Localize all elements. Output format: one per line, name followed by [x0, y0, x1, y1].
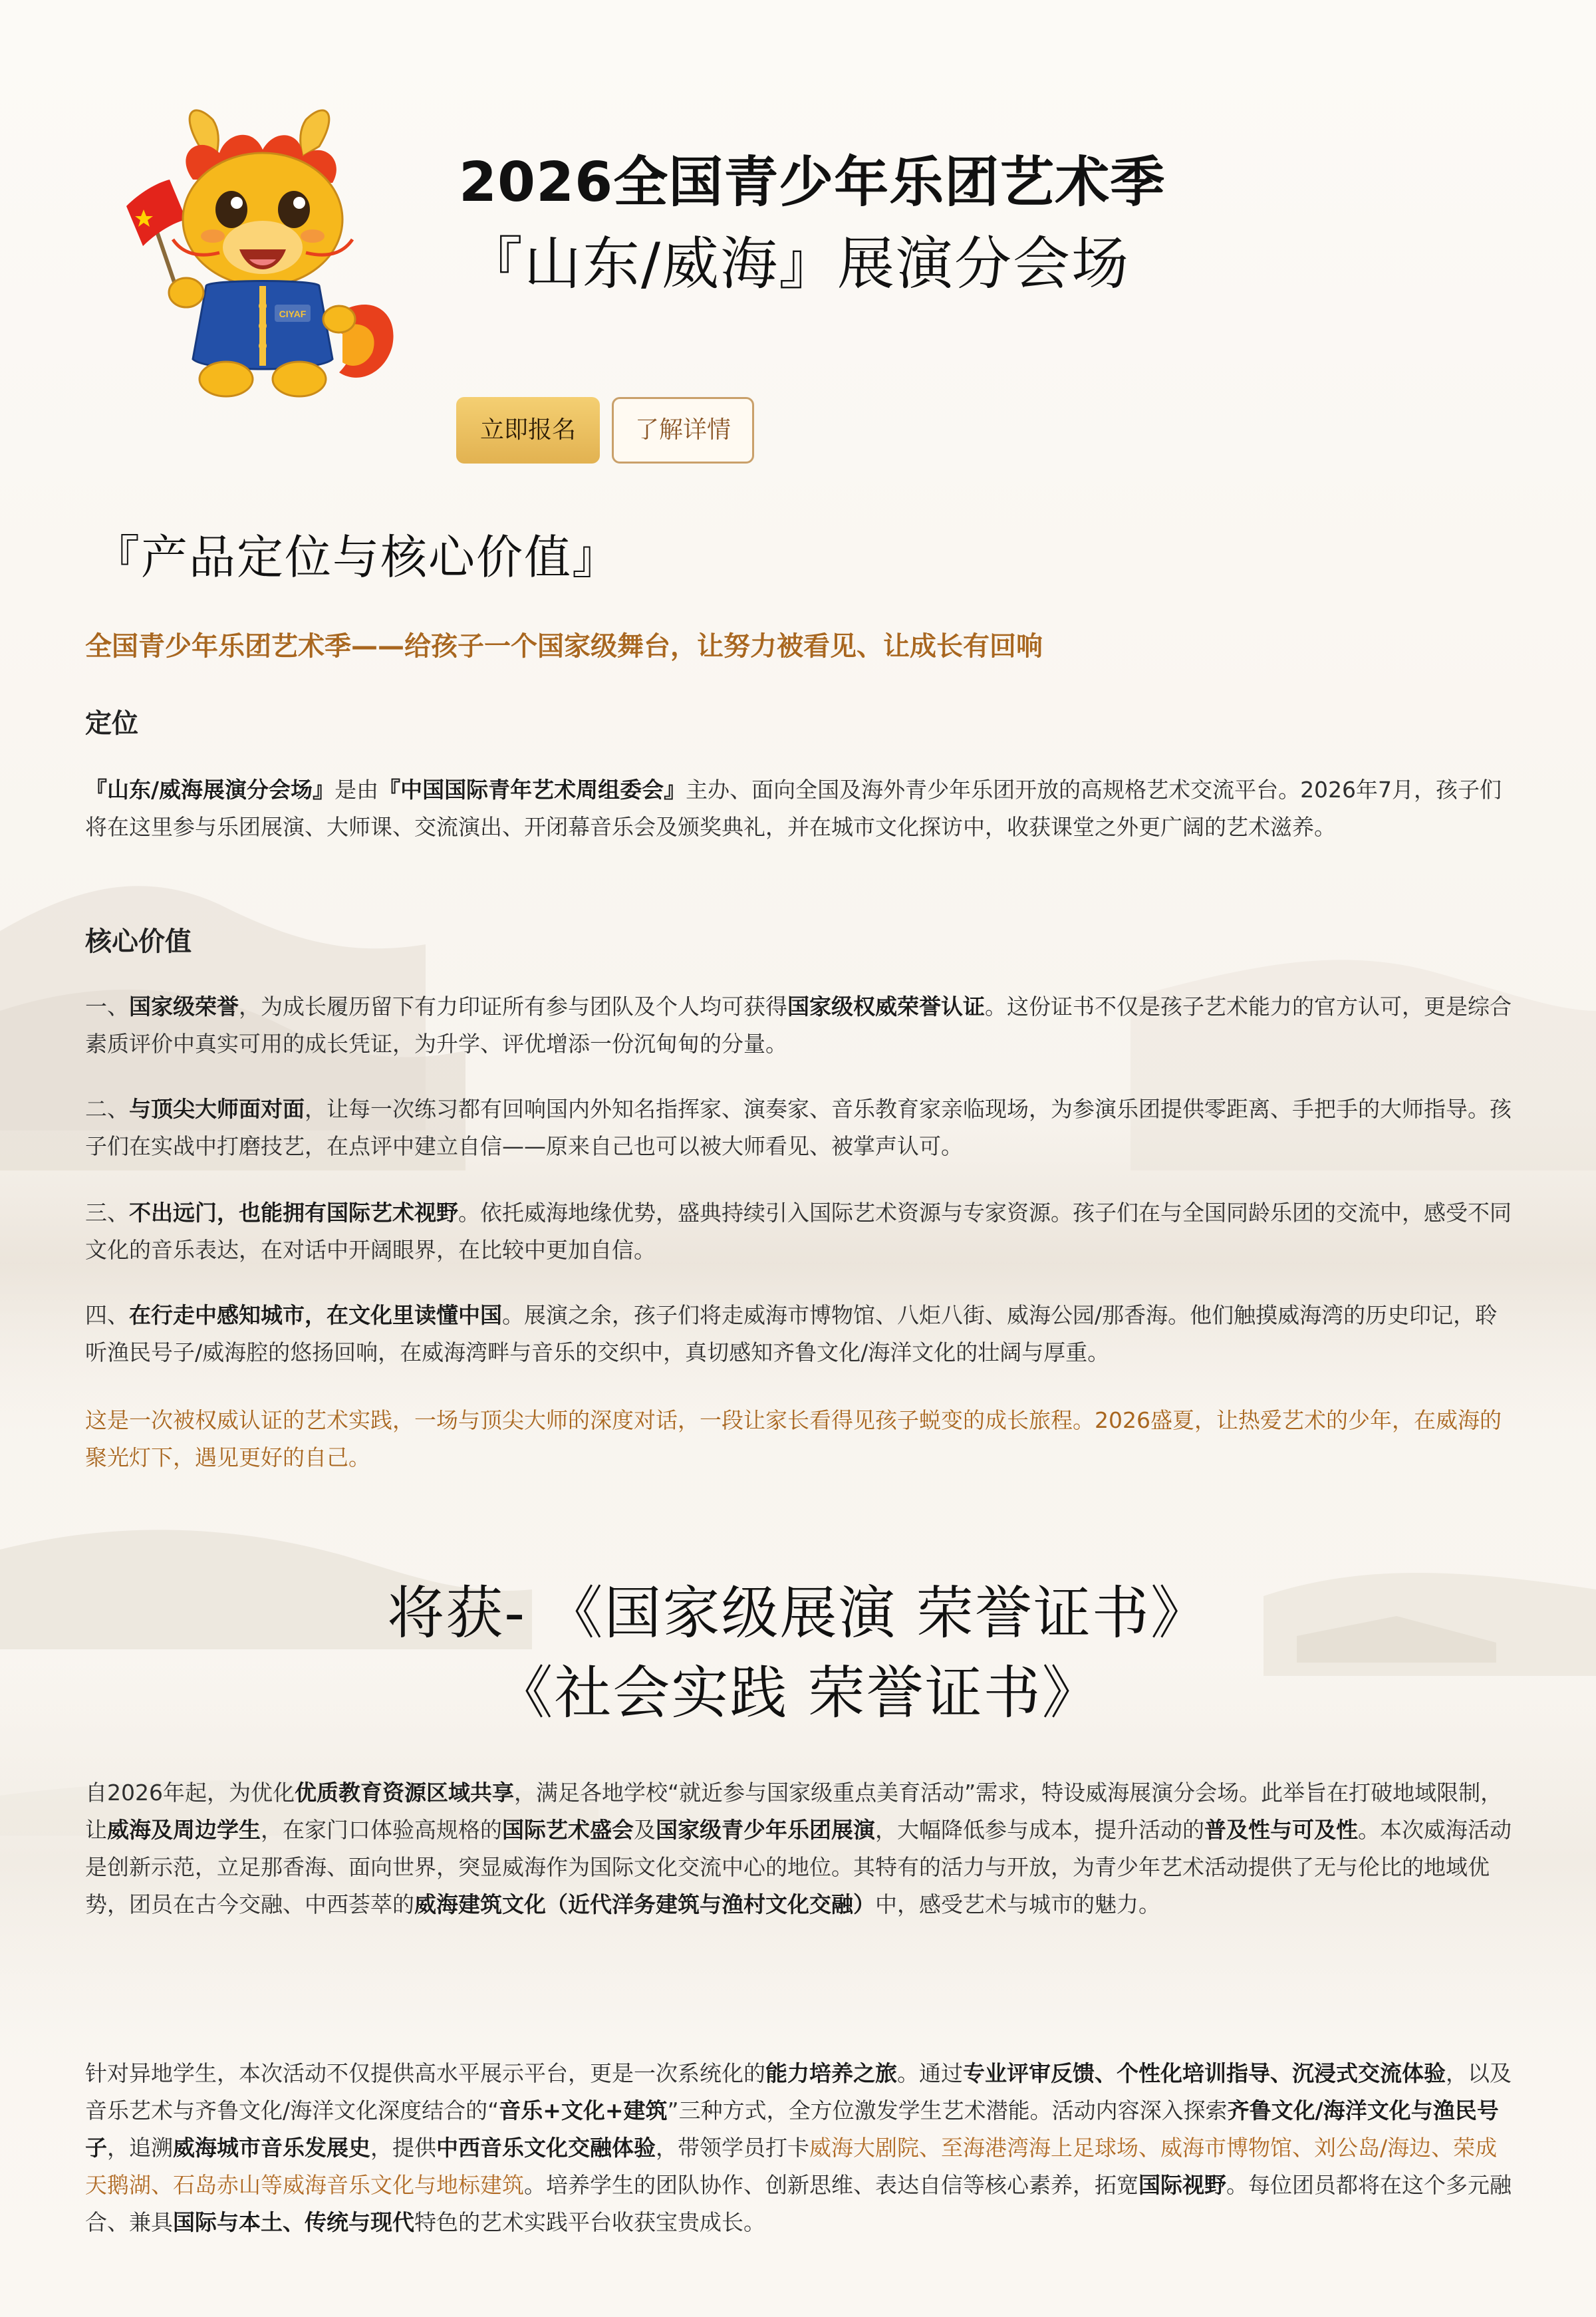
training-journey-paragraph: 针对异地学生，本次活动不仅提供高水平展示平台，更是一次系统化的能力培养之旅。通过专业评审反馈、个性化培训指导、沉浸式交流体验，以及音乐艺术与齐鲁文化/海洋文化深度结合的“音乐+文化+建筑”三种方式，全方位激发学生艺术潜能。活动内容深入探索齐鲁文化/海洋文化与渔民号子，追溯威海城市音乐发展史，提供中西音乐文化交融体验，带领学员打卡威海大剧院、至海港湾海上足球场、威海市博物馆、刘公岛/海边、荣成天鹅湖、石岛赤山等威海音乐文化与地标建筑。培养学生的团队协作、创新思维、表达自信等核心素养，拓宽国际视野。每位团员都将在这个多元融合、兼具国际与本土、传统与现代特色的艺术实践平台收获宝贵成长。	[85, 2060, 1512, 2235]
china-flag-icon	[126, 180, 186, 246]
page-title: 2026全国青少年乐团艺术季	[459, 151, 1166, 214]
certificate-title	[0, 1573, 1596, 1733]
page-subtitle: 『山东/威海』展演分会场	[466, 231, 1130, 297]
closing-statement: 这是一次被权威认证的艺术实践，一场与顶尖大师的深度对话，一段让家长看得见孩子蜕变的成长旅程。2026盛夏，让热爱艺术的少年，在威海的聚光灯下，遇见更好的自己。	[85, 1407, 1502, 1470]
value-item-1: 一、国家级荣誉，为成长履历留下有力印证所有参与团队及个人均可获得国家级权威荣誉认证。这份证书不仅是孩子艺术能力的官方认可，更是综合素质评价中真实可用的成长凭证，为升学、评优增添一份沉甸甸的分量。	[85, 994, 1512, 1057]
bold-text: 『中国国际青年艺术周组委会』	[378, 777, 686, 803]
value-item-3: 三、不出远门，也能拥有国际艺术视野。依托威海地缘优势，盛典持续引入国际艺术资源与专家资源。孩子们在与全国同龄乐团的交流中，感受不同文化的音乐表达，在对话中开阔眼界，在比较中更加自信。	[85, 1200, 1512, 1263]
regional-sharing-paragraph: 自2026年起，为优化优质教育资源区域共享，满足各地学校“就近参与国家级重点美育活动”需求，特设威海展演分会场。此举旨在打破地域限制，让威海及周边学生，在家门口体验高规格的国际艺术盛会及国家级青少年乐团展演，大幅降低参与成本，提升活动的普及性与可及性。本次威海活动是创新示范，立足那香海、面向世界，突显威海作为国际文化交流中心的地位。其特有的活力与开放，为青少年艺术活动提供了无与伦比的地域优势，团员在古今交融、中西荟萃的威海建筑文化（近代洋务建筑与渔村文化交融）中，感受艺术与城市的魅力。	[85, 1780, 1512, 1917]
positioning-paragraph: 『山东/威海展演分会场』是由『中国国际青年艺术周组委会』主办、面向全国及海外青少年乐团开放的高规格艺术交流平台。2026年7月，孩子们将在这里参与乐团展演、大师课、交流演出、开闭幕音乐会及颁奖典礼，并在城市文化探访中，收获课堂之外更广阔的艺术滋养。	[85, 777, 1502, 840]
dragon-mascot	[120, 93, 412, 412]
positioning-heading: 定位	[85, 708, 138, 739]
certificate-title-line-2: 《社会实践 荣誉证书》	[495, 1660, 1101, 1726]
value-item-4: 四、在行走中感知城市，在文化里读懂中国。展演之余，孩子们将走威海市博物馆、八炬八街、威海公园/那香海。他们触摸威海湾的历史印记，聆听渔民号子/威海腔的悠扬回响，在威海湾畔与音乐的交织中，真切感知齐鲁文化/海洋文化的壮阔与厚重。	[85, 1302, 1498, 1365]
value-item-2: 二、与顶尖大师面对面，让每一次练习都有回响国内外知名指挥家、演奏家、音乐教育家亲临现场，为参演乐团提供零距离、手把手的大师指导。孩子们在实战中打磨技艺，在点评中建立自信——原来自己也可以被大师看见、被掌声认可。	[85, 1096, 1512, 1159]
tagline: 全国青少年乐团艺术季——给孩子一个国家级舞台，让努力被看见、让成长有回响	[85, 631, 1043, 662]
bold-text: 『山东/威海展演分会场』	[85, 777, 335, 803]
register-button[interactable]: 立即报名	[456, 397, 600, 464]
core-value-heading: 核心价值	[85, 926, 192, 957]
certificate-title-line-1: 将获- 《国家级展演 荣誉证书》	[387, 1580, 1209, 1647]
learn-more-button[interactable]: 了解详情	[612, 397, 754, 464]
section-title-positioning: 『产品定位与核心价值』	[93, 530, 620, 585]
mascot-badge: CIYAF	[279, 309, 307, 319]
landmark-list: 威海大剧院、至海港湾海上足球场、威海市博物馆、刘公岛/海边、荣成天鹅湖、石岛赤山等威海音乐文化与地标建筑	[85, 2135, 1498, 2198]
